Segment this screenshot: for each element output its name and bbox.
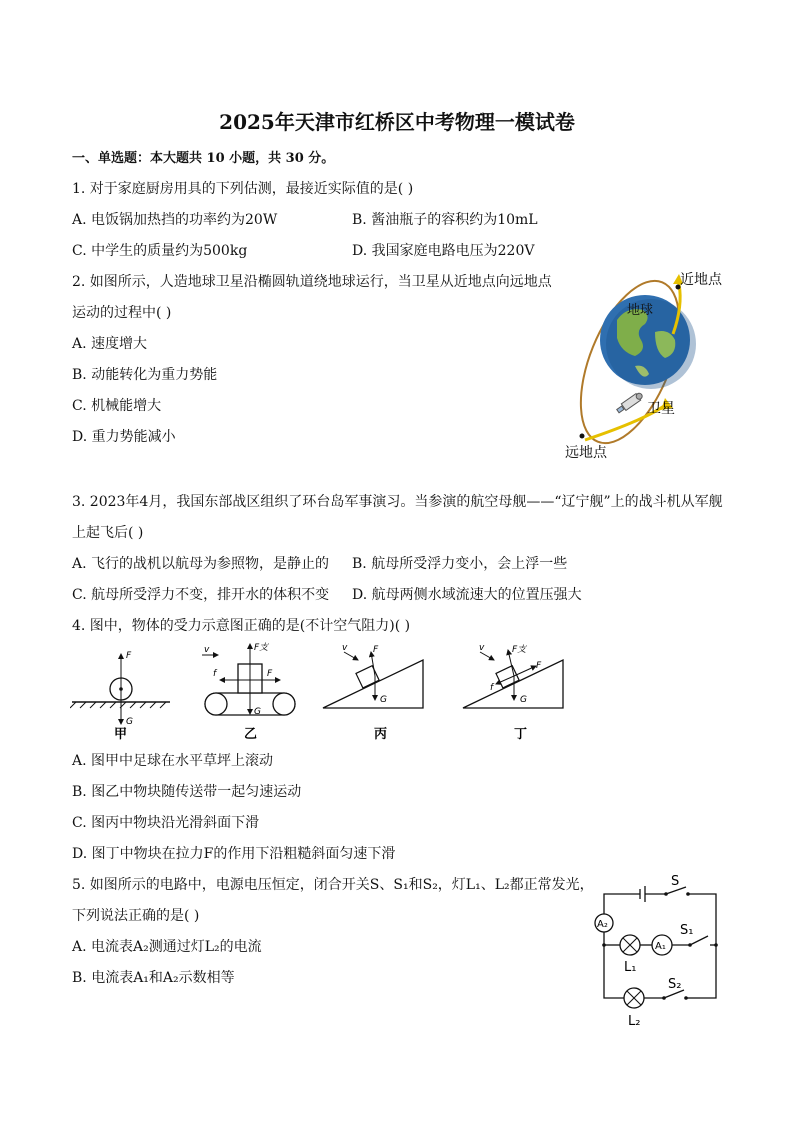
apogee-label: 远地点 xyxy=(565,445,607,461)
q1-option-d[interactable]: D. 我国家庭电路电压为220V xyxy=(352,243,535,259)
q2-stem-line2: 运动的过程中( ) xyxy=(72,305,172,321)
svg-text:f: f xyxy=(490,683,494,693)
q5-stem-line2: 下列说法正确的是( ) xyxy=(72,908,200,924)
svg-text:G: G xyxy=(126,717,133,727)
q1-stem: 1. 对于家庭厨房用具的下列估测，最接近实际值的是( ) xyxy=(72,181,414,197)
q5-option-b[interactable]: B. 电流表A₁和A₂示数相等 xyxy=(72,970,235,986)
q2-stem-line1: 2. 如图所示，人造地球卫星沿椭圆轨道绕地球运行，当卫星从近地点向远地点 xyxy=(72,274,552,290)
svg-text:v: v xyxy=(342,643,348,653)
q3-option-c[interactable]: C. 航母所受浮力不变，排开水的体积不变 xyxy=(72,587,330,603)
svg-text:v: v xyxy=(204,645,210,655)
perigee-label: 近地点 xyxy=(680,272,722,288)
svg-text:v: v xyxy=(479,643,485,653)
q3-option-d[interactable]: D. 航母两侧水域流速大的位置压强大 xyxy=(352,587,582,603)
lamp-l1-label: L₁ xyxy=(624,960,637,975)
svg-text:F: F xyxy=(373,645,379,655)
lamp-l2-icon xyxy=(624,988,644,1008)
diagram-yi xyxy=(202,642,295,742)
q2-option-c[interactable]: C. 机械能增大 xyxy=(72,398,162,414)
q2-option-a[interactable]: A. 速度增大 xyxy=(72,336,148,352)
diagram-bing xyxy=(323,643,423,742)
q2-option-b[interactable]: B. 动能转化为重力势能 xyxy=(72,367,218,383)
q5-stem-line1: 5. 如图所示的电路中，电源电压恒定，闭合开关S、S₁和S₂，灯L₁、L₂都正常发光， xyxy=(72,877,594,893)
svg-text:F支: F支 xyxy=(254,643,269,653)
lamp-l1-icon xyxy=(620,935,640,955)
q4-option-a[interactable]: A. 图甲中足球在水平草坪上滚动 xyxy=(72,753,274,769)
switch-s-label: S xyxy=(671,874,680,889)
section-heading: 一、单选题：本大题共 10 小题，共 30 分。 xyxy=(72,151,335,166)
q4-stem: 4. 图中，物体的受力示意图正确的是(不计空气阻力)( ) xyxy=(72,618,411,634)
apogee-dot xyxy=(580,434,585,439)
svg-text:G: G xyxy=(520,695,527,705)
q2-option-d[interactable]: D. 重力势能减小 xyxy=(72,429,176,445)
svg-text:G: G xyxy=(380,695,387,705)
page-title: 2025年天津市红桥区中考物理一模试卷 xyxy=(219,110,575,134)
svg-text:G: G xyxy=(254,707,261,717)
label-bing: 丙 xyxy=(374,727,388,742)
svg-text:F: F xyxy=(267,669,273,679)
svg-text:A₂: A₂ xyxy=(597,919,608,930)
svg-text:A₁: A₁ xyxy=(655,941,666,952)
diagram-jia xyxy=(70,651,170,742)
force-diagrams-figure xyxy=(70,638,590,744)
q4-option-b[interactable]: B. 图乙中物块随传送带一起匀速运动 xyxy=(72,784,302,800)
q4-option-c[interactable]: C. 图丙中物块沿光滑斜面下滑 xyxy=(72,815,260,831)
q3-stem-line2: 上起飞后( ) xyxy=(72,525,144,541)
diagram-ding xyxy=(463,643,563,742)
switch-s2-label: S₂ xyxy=(668,977,682,992)
q1-option-a[interactable]: A. 电饭锅加热挡的功率约为20W xyxy=(72,212,278,228)
svg-text:F: F xyxy=(126,651,132,661)
earth-label: 地球 xyxy=(627,303,654,318)
q3-stem-line1: 3. 2023年4月，我国东部战区组织了环台岛军事演习。当参演的航空母舰——“辽宁舰”上的战斗机从军舰 xyxy=(72,494,723,510)
circuit-diagram xyxy=(590,872,730,1032)
label-ding: 丁 xyxy=(514,727,528,742)
satellite-label: 卫星 xyxy=(647,401,675,417)
svg-text:F: F xyxy=(536,661,542,671)
q1-option-b[interactable]: B. 酱油瓶子的容积约为10mL xyxy=(352,212,538,228)
label-yi: 乙 xyxy=(244,727,258,742)
q3-option-a[interactable]: A. 飞行的战机以航母为参照物，是静止的 xyxy=(72,556,330,572)
svg-text:F支: F支 xyxy=(512,645,527,655)
svg-text:f: f xyxy=(213,669,217,679)
label-jia: 甲 xyxy=(114,727,128,742)
q3-option-b[interactable]: B. 航母所受浮力变小，会上浮一些 xyxy=(352,556,568,572)
q4-option-d[interactable]: D. 图丁中物块在拉力F的作用下沿粗糙斜面匀速下滑 xyxy=(72,846,396,862)
satellite-icon xyxy=(616,391,644,414)
q1-option-c[interactable]: C. 中学生的质量约为500kg xyxy=(72,243,248,259)
lamp-l2-label: L₂ xyxy=(628,1014,641,1029)
satellite-orbit-figure xyxy=(555,262,735,462)
switch-s1-label: S₁ xyxy=(680,923,694,938)
q5-option-a[interactable]: A. 电流表A₂测通过灯L₂的电流 xyxy=(72,939,262,955)
